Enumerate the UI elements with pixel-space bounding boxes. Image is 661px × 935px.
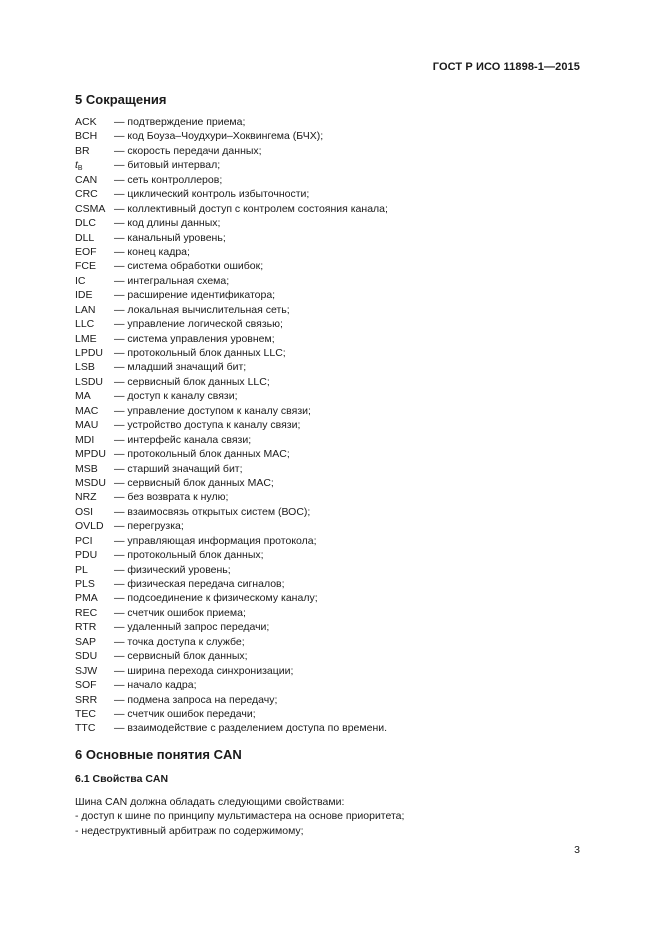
section-6-heading <box>75 747 242 762</box>
abbreviation-item <box>75 115 595 129</box>
abbreviation-definition: — начало кадра; <box>114 679 197 692</box>
section-5-heading <box>75 92 167 107</box>
abbreviation-item <box>75 447 595 461</box>
abbreviation-definition: — система обработки ошибок; <box>114 260 264 273</box>
abbreviation-definition: — расширение идентификатора; <box>114 289 276 302</box>
abbreviation-definition: — скорость передачи данных; <box>114 144 262 157</box>
abbreviation-term: ACK <box>75 116 97 128</box>
abbreviation-definition: — интерфейс канала связи; <box>114 433 252 446</box>
abbreviation-definition: — физический уровень; <box>114 563 231 576</box>
abbreviation-definition: — сервисный блок данных; <box>114 650 248 663</box>
abbreviation-term: DLC <box>75 217 97 230</box>
section-title: Сокращения <box>85 92 167 107</box>
abbreviation-definition: — физическая передача сигналов; <box>114 578 285 590</box>
abbreviation-definition: — взаимосвязь открытых систем (ВОС); <box>114 505 311 518</box>
abbreviation-term: BCH <box>75 130 98 143</box>
subsection-title: Свойства CAN <box>92 773 169 785</box>
abbreviation-term: IC <box>75 274 86 287</box>
abbreviation-item <box>75 187 595 201</box>
abbreviation-definition: — старший значащий бит; <box>114 462 243 475</box>
abbreviation-term: SOF <box>75 679 97 692</box>
abbreviation-definition: — код Боуза–Чоудхури–Хоквингема (БЧХ); <box>114 130 324 143</box>
abbreviation-item <box>75 563 595 577</box>
abbreviation-item <box>75 216 595 230</box>
abbreviation-item <box>75 476 595 490</box>
abbreviation-term: SAP <box>75 635 97 648</box>
abbreviation-definition: — интегральная схема; <box>114 274 230 287</box>
paragraph-line: - недеструктивный арбитраж по содержимому; <box>75 824 304 837</box>
abbreviation-term: OSI <box>75 505 94 518</box>
abbreviation-item <box>75 664 595 678</box>
abbreviation-term: EOF <box>75 245 97 258</box>
abbreviation-definition: — сервисный блок данных LLC; <box>114 375 270 388</box>
abbreviation-item <box>75 577 595 591</box>
abbreviation-term: LSB <box>75 361 95 374</box>
abbreviation-term: $t_B$ <box>75 159 83 173</box>
abbreviation-definition: — локальная вычислительная сеть; <box>114 303 290 316</box>
abbreviation-definition: — устройство доступа к каналу связи; <box>114 419 301 432</box>
abbreviation-definition: — управление логической связью; <box>114 318 283 331</box>
abbreviation-item <box>75 635 595 649</box>
abbreviation-definition: — управление доступом к каналу связи; <box>114 404 311 417</box>
abbreviation-definition: — управляющая информация протокола; <box>114 534 317 547</box>
paragraph-line: - доступ к шине по принципу мультимастера на основе приоритета; <box>75 810 405 823</box>
abbreviation-term: FCE <box>75 260 96 273</box>
abbreviation-item <box>75 173 595 187</box>
section-title: Основные понятия CAN <box>85 747 242 762</box>
abbreviation-item <box>75 346 595 360</box>
abbreviation-definition: — удаленный запрос передачи; <box>114 621 270 634</box>
abbreviation-item <box>75 649 595 663</box>
abbreviation-term: CSMA <box>75 202 106 215</box>
abbreviation-item <box>75 375 595 389</box>
abbreviation-definition: — без возврата к нулю; <box>114 491 229 504</box>
abbreviation-definition: — перегрузка; <box>114 520 184 533</box>
abbreviation-definition: — система управления уровнем; <box>114 332 275 345</box>
abbreviation-term: REC <box>75 606 98 619</box>
abbreviation-definition: — подмена запроса на передачу; <box>114 693 278 706</box>
abbreviation-definition: — взаимодействие с разделением доступа по времени. <box>114 722 388 735</box>
abbreviation-item <box>75 505 595 519</box>
abbreviation-term: PLS <box>75 578 95 590</box>
abbreviation-item <box>75 721 595 735</box>
abbreviation-item <box>75 693 595 707</box>
abbreviation-item <box>75 519 595 533</box>
abbreviation-term: OVLD <box>75 520 104 533</box>
abbreviation-item <box>75 462 595 476</box>
abbreviation-definition: — младший значащий бит; <box>114 361 247 374</box>
abbreviation-item <box>75 548 595 562</box>
subsection-number: 6.1 <box>75 773 90 785</box>
abbreviation-definition: — протокольный блок данных MAC; <box>114 448 290 461</box>
abbreviation-definition: — ширина перехода синхронизации; <box>114 664 294 677</box>
abbreviation-definition: — счетчик ошибок передачи; <box>114 707 256 720</box>
abbreviation-item <box>75 144 595 158</box>
abbreviation-term: LLC <box>75 318 95 331</box>
abbreviation-item <box>75 591 595 605</box>
abbreviation-term: MAU <box>75 419 99 432</box>
abbreviation-term: MSB <box>75 462 98 475</box>
abbreviation-definition: — подтверждение приема; <box>114 116 246 128</box>
abbreviation-term: MDI <box>75 433 95 446</box>
abbreviation-term: LSDU <box>75 375 104 388</box>
abbreviation-term: PL <box>75 563 88 576</box>
abbreviation-term: CAN <box>75 173 98 186</box>
abbreviation-item <box>75 606 595 620</box>
abbreviation-definition: — доступ к каналу связи; <box>114 390 238 403</box>
abbreviation-item <box>75 433 595 447</box>
abbreviation-term: SDU <box>75 650 98 663</box>
abbreviation-definition: — сервисный блок данных MAC; <box>114 476 274 489</box>
abbreviation-term: MPDU <box>75 448 106 461</box>
abbreviation-item <box>75 418 595 432</box>
abbreviation-item <box>75 360 595 374</box>
document-header: ГОСТ Р ИСО 11898-1—2015 <box>432 61 580 73</box>
abbreviation-item <box>75 332 595 346</box>
abbreviation-definition: — коллективный доступ с контролем состояния канала; <box>114 202 388 215</box>
abbreviation-item <box>75 158 595 172</box>
abbreviation-item <box>75 303 595 317</box>
abbreviation-item <box>75 534 595 548</box>
abbreviation-definition: — конец кадра; <box>114 245 190 258</box>
abbreviation-term: LME <box>75 332 97 345</box>
abbreviation-item <box>75 317 595 331</box>
abbreviation-definition: — точка доступа к службе; <box>114 635 245 648</box>
page-number: 3 <box>574 844 580 856</box>
body-paragraph <box>75 795 404 838</box>
abbreviation-item <box>75 707 595 721</box>
abbreviation-item <box>75 404 595 418</box>
abbreviation-item <box>75 259 595 273</box>
abbreviation-term: LAN <box>75 303 96 316</box>
abbreviation-item <box>75 620 595 634</box>
abbreviation-definition: — протокольный блок данных; <box>114 549 264 562</box>
abbreviation-term: MAC <box>75 404 99 417</box>
section-number: 6 <box>75 747 83 762</box>
abbreviation-term: LPDU <box>75 347 104 359</box>
abbreviation-term: SJW <box>75 664 98 677</box>
abbreviation-definition: — код длины данных; <box>114 217 221 230</box>
abbreviation-term: DLL <box>75 231 95 244</box>
section-number: 5 <box>75 92 83 107</box>
abbreviation-term: TEC <box>75 707 96 720</box>
abbreviation-definition: — протокольный блок данных LLC; <box>114 347 286 359</box>
abbreviation-term: IDE <box>75 289 93 302</box>
abbreviation-definition: — битовый интервал; <box>114 159 221 172</box>
abbreviation-item <box>75 245 595 259</box>
abbreviation-term: RTR <box>75 621 97 634</box>
abbreviation-term: PMA <box>75 592 98 605</box>
abbreviation-definition: — циклический контроль избыточности; <box>114 188 310 201</box>
abbreviation-term: MSDU <box>75 476 106 489</box>
abbreviation-term: PCI <box>75 534 93 547</box>
abbreviation-term: PDU <box>75 549 98 562</box>
abbreviation-item <box>75 288 595 302</box>
abbreviation-term: SRR <box>75 693 98 706</box>
abbreviation-term: CRC <box>75 188 98 201</box>
abbreviation-item <box>75 678 595 692</box>
abbreviation-item <box>75 129 595 143</box>
abbreviation-definition: — счетчик ошибок приема; <box>114 606 246 619</box>
abbreviation-item <box>75 274 595 288</box>
abbreviation-item <box>75 490 595 504</box>
subsection-6-1-heading <box>75 773 168 785</box>
abbreviation-definition: — сеть контроллеров; <box>114 173 223 186</box>
abbreviation-definition: — канальный уровень; <box>114 231 226 244</box>
abbreviation-item <box>75 389 595 403</box>
paragraph-line: Шина CAN должна обладать следующими свойствами: <box>75 796 345 808</box>
abbreviation-list <box>75 115 595 736</box>
abbreviation-term: TTC <box>75 722 96 735</box>
abbreviation-definition: — подсоединение к физическому каналу; <box>114 592 318 605</box>
abbreviation-term: NRZ <box>75 491 97 504</box>
abbreviation-term: MA <box>75 390 91 403</box>
abbreviation-item <box>75 231 595 245</box>
abbreviation-item <box>75 202 595 216</box>
abbreviation-term: BR <box>75 144 90 157</box>
